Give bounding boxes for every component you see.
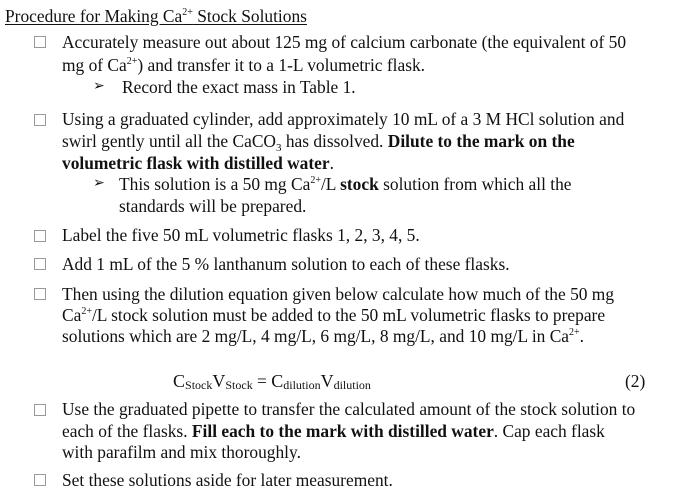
- arrow-bullet-icon: ➢: [93, 79, 105, 94]
- title-superscript: 2+: [182, 7, 193, 18]
- checkbox-step-1[interactable]: [34, 36, 46, 48]
- step-5-line-1: Then using the dilution equation given below calculate how much of the 50 mg: [62, 284, 615, 304]
- title-text-end: Stock Solutions: [192, 6, 307, 26]
- step-2-sub-1: This solution is a 50 mg $Ca^{2+}/L$ stock solution from which all the: [119, 174, 572, 194]
- title-text: Procedure for Making Ca: [5, 6, 183, 26]
- step-7-line-1: Set these solutions aside for later measurement.: [62, 470, 393, 490]
- step-2-sub-2: standards will be prepared.: [119, 196, 307, 216]
- dilution-equation: CStockVStock = CdilutionVdilution: [173, 371, 371, 392]
- step-2-line-1: Using a graduated cylinder, add approximately 10 mL of a 3 M HCl solution and: [62, 109, 625, 129]
- arrow-bullet-icon: ➢: [93, 176, 105, 191]
- step-3-line-1: Label the five 50 mL volumetric flasks 1, 2, 3, 4, 5.: [62, 225, 420, 245]
- step-1-line-2: mg of $Ca^{2+}$) and transfer it to a 1-L volumetric flask.: [62, 55, 426, 75]
- page-title: [5, 5, 307, 31]
- equation-number: (2): [625, 371, 646, 391]
- step-6-line-3: with parafilm and mix thoroughly.: [62, 442, 301, 462]
- step-2-line-3: volumetric flask with distilled water.: [62, 153, 334, 173]
- checkbox-step-7[interactable]: [34, 474, 46, 486]
- step-6-line-1: Use the graduated pipette to transfer the calculated amount of the stock solution to: [62, 399, 636, 419]
- step-1-sub-1: Record the exact mass in Table 1.: [122, 77, 356, 97]
- checkbox-step-5[interactable]: [34, 288, 46, 300]
- checkbox-step-6[interactable]: [34, 404, 46, 416]
- checkbox-step-4[interactable]: [34, 258, 46, 270]
- checkbox-step-3[interactable]: [34, 230, 46, 242]
- step-6-line-2: each of the flasks. Fill each to the mark with distilled water. Cap each flask: [62, 421, 605, 441]
- checkbox-step-2[interactable]: [34, 114, 46, 126]
- step-1-line-1: Accurately measure out about 125 mg of calcium carbonate (the equivalent of 50: [62, 32, 627, 52]
- step-2-line-2: swirl gently until all the CaCO$_3$ has dissolved. Dilute to the mark on the: [62, 131, 575, 154]
- step-5-line-2: $Ca^{2+}/L$ stock solution must be added to the 50 mL volumetric flasks to prepare: [62, 305, 606, 325]
- step-5-line-3: solutions which are 2 mg/L, 4 mg/L, 6 mg/L, 8 mg/L, and 10 mg/L in $Ca^{2+}$.: [62, 326, 585, 346]
- step-4-line-1: Add 1 mL of the 5 % lanthanum solution to each of these flasks.: [62, 254, 510, 274]
